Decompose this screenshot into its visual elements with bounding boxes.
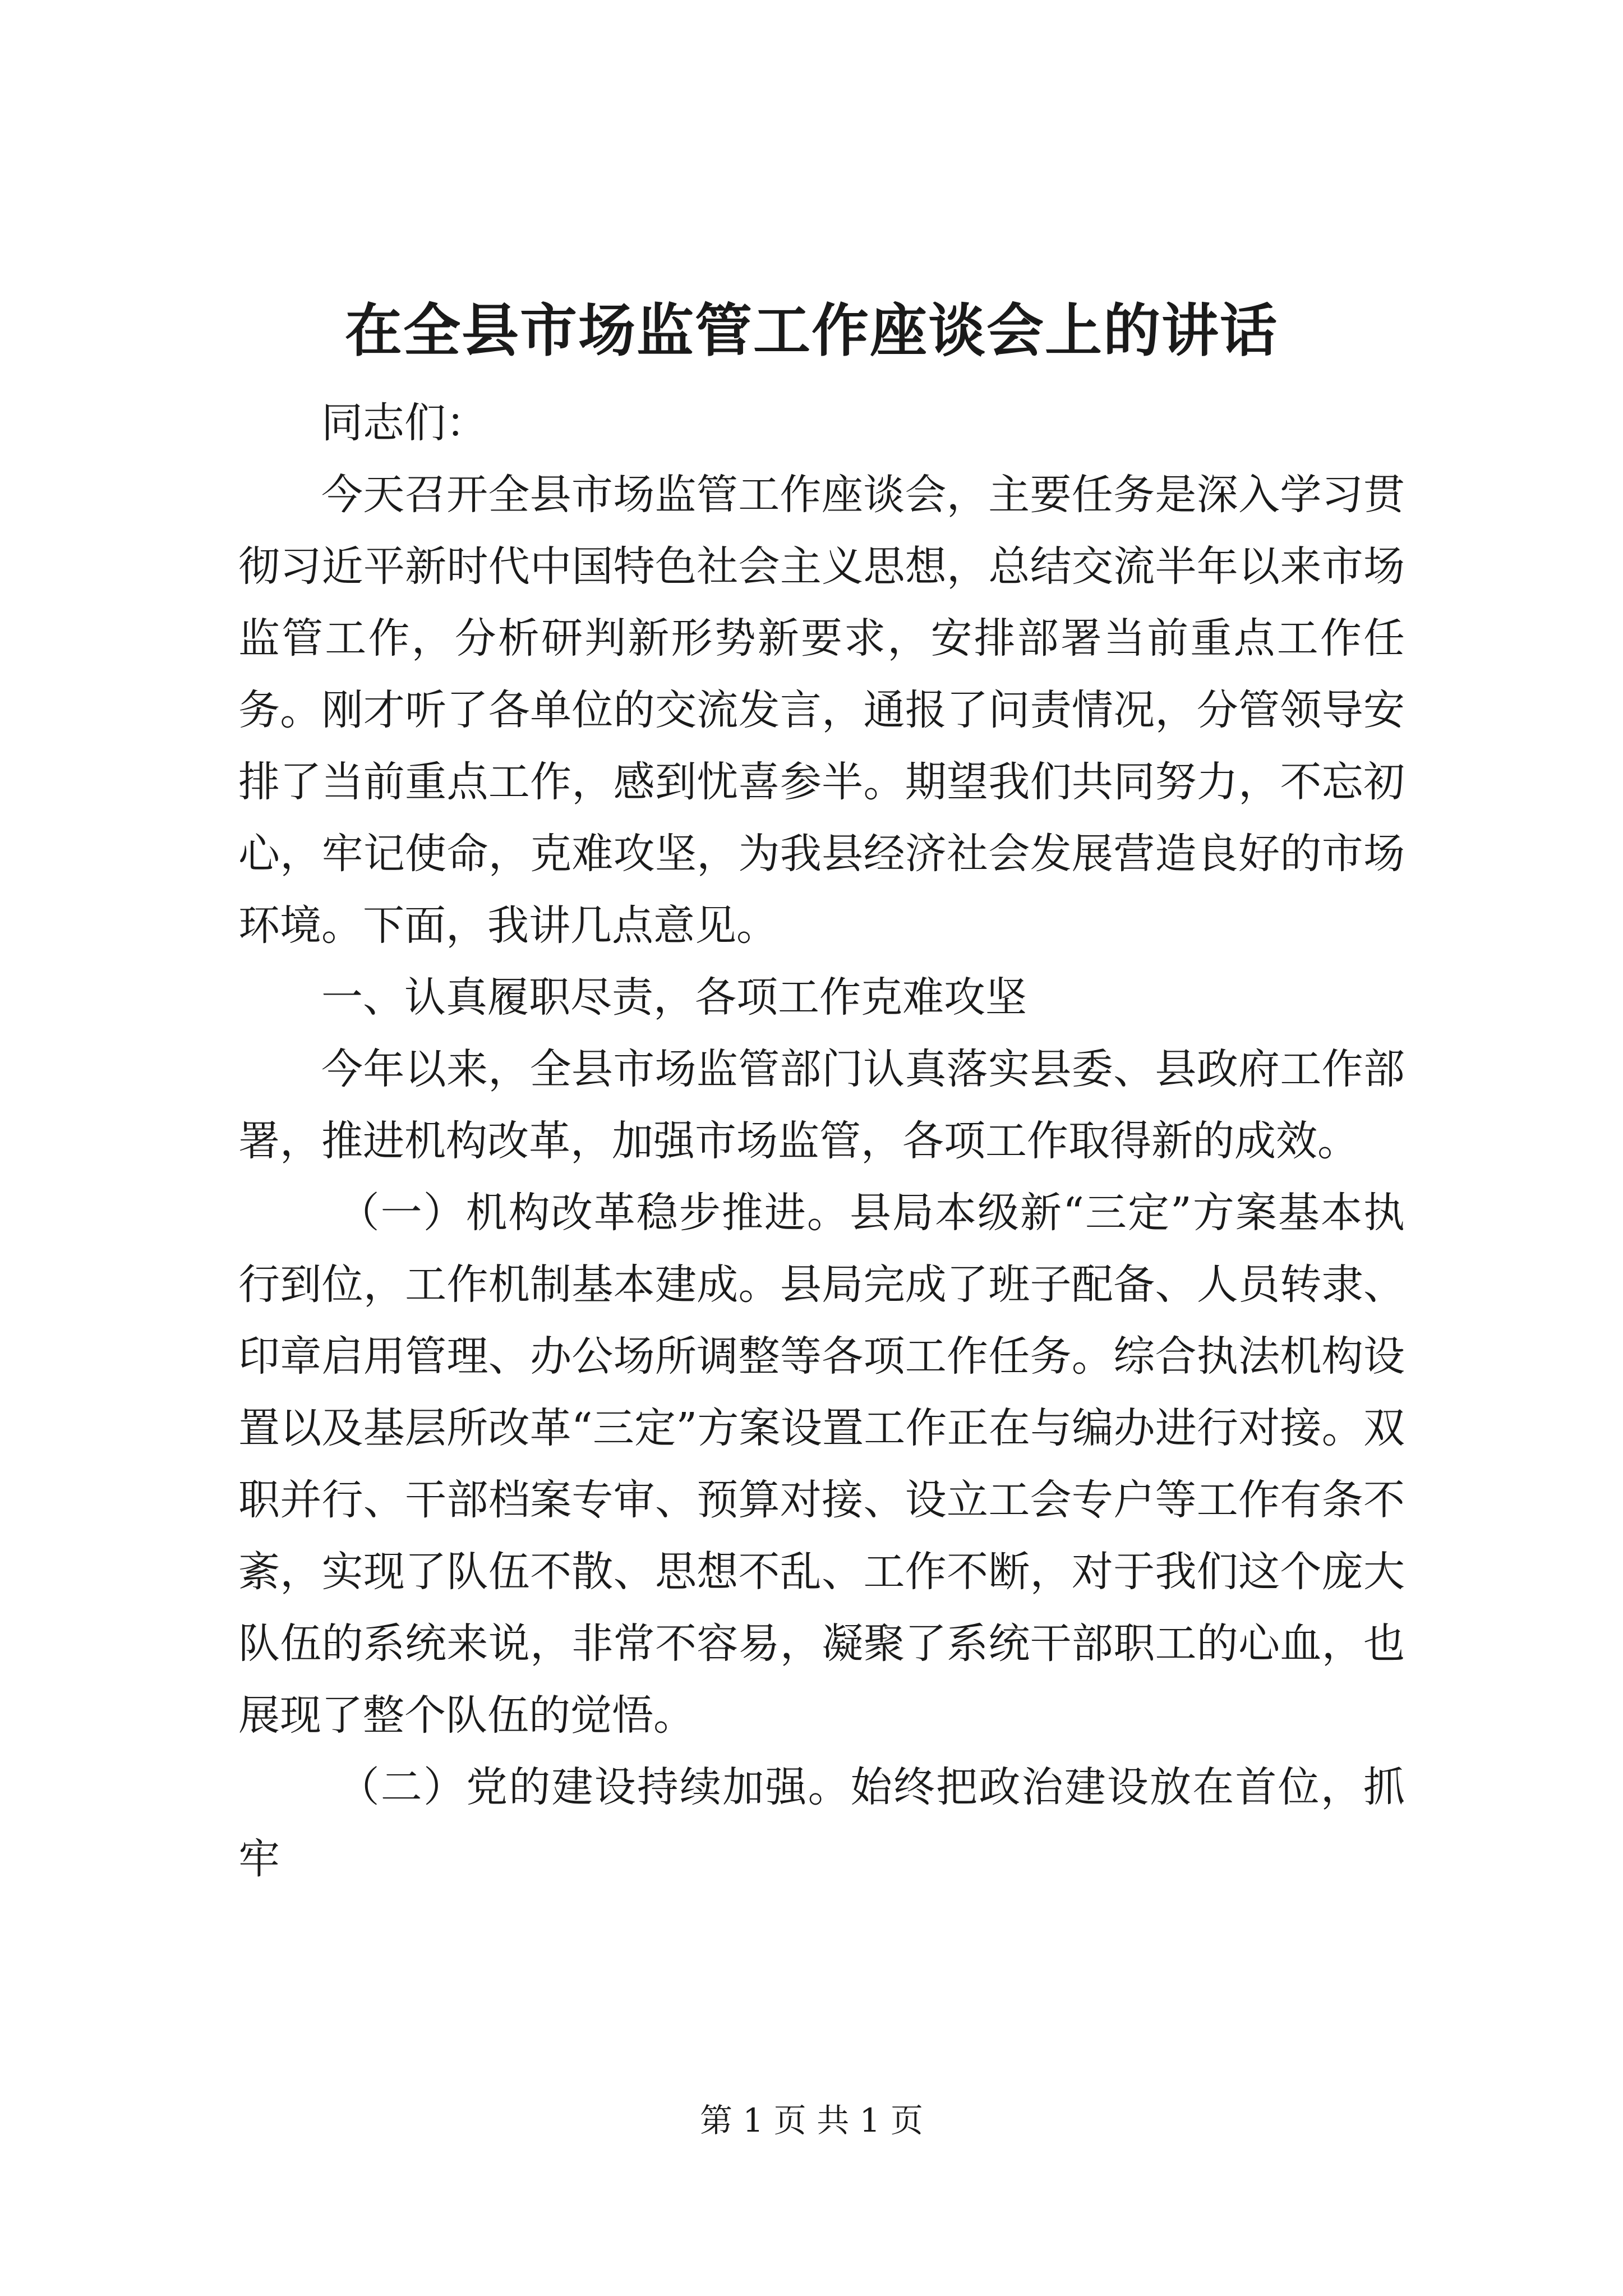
- document-title: 在全县市场监管工作座谈会上的讲话: [345, 297, 1278, 365]
- paragraph-intro: 今天召开全县市场监管工作座谈会，主要任务是深入学习贯彻习近平新时代中国特色社会主义思想，总结交流半年以来市场监管工作，分析研判新形势新要求，安排部署当前重点工作任务。刚才听了各单位的交流发言，通报了问责情况，分管领导安排了当前重点工作，感到忧喜参半。期望我们共同努力，不忘初心，牢记使命，克难攻坚，为我县经济社会发展营造良好的市场环境。下面，我讲几点意见。: [238, 471, 1405, 950]
- document-body: [238, 387, 1405, 1895]
- paragraph-overview: 今年以来，全县市场监管部门认真落实县委、县政府工作部署，推进机构改革，加强市场监管，各项工作取得新的成效。: [238, 1045, 1405, 1165]
- page-footer: 第 1 页 共 1 页: [700, 2101, 923, 2139]
- paragraph-subsection-2: （二）党的建设持续加强。始终把政治建设放在首位，抓牢: [238, 1763, 1405, 1883]
- paragraph-subsection-1: （一）机构改革稳步推进。县局本级新“三定”方案基本执行到位，工作机制基本建成。县局完成了班子配备、人员转隶、印章启用管理、办公场所调整等各项工作任务。综合执法机构设置以及基层所改革“三定”方案设置工作正在与编办进行对接。双职并行、干部档案专审、预算对接、设立工会专户等工作有条不紊，实现了队伍不散、思想不乱、工作不断，对于我们这个庞大队伍的系统来说，非常不容易，凝聚了系统干部职工的心血，也展现了整个队伍的觉悟。: [238, 1189, 1405, 1740]
- section-heading-1: 一、认真履职尽责，各项工作克难攻坚: [321, 973, 1027, 1022]
- salutation: 同志们：: [321, 399, 487, 447]
